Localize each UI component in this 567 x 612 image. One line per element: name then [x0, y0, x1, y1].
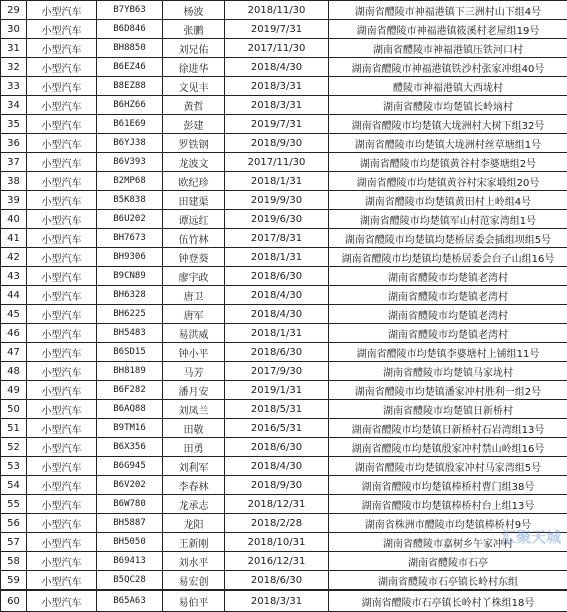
plate-number-cell: B6U202 — [97, 210, 163, 229]
address-cell: 湖南省醴陵市均楚镇军山村范家湾组1号 — [329, 210, 567, 229]
vehicle-type-cell: 小型汽车 — [27, 476, 97, 495]
vehicle-type-cell: 小型汽车 — [27, 495, 97, 514]
vehicle-type-cell: 小型汽车 — [27, 457, 97, 476]
owner-name-cell: 李春林 — [163, 476, 225, 495]
plate-number-cell: BH5483 — [97, 324, 163, 343]
date-cell: 2017/11/30 — [225, 153, 329, 172]
plate-number-cell: B6EZ46 — [97, 58, 163, 77]
date-cell: 2018/4/30 — [225, 58, 329, 77]
row-number-cell: 30 — [1, 20, 27, 39]
address-cell: 湖南省醴陵市神福港镇筱溪村老屋组19号 — [329, 20, 567, 39]
vehicle-type-cell: 小型汽车 — [27, 343, 97, 362]
table-row — [1, 305, 567, 324]
date-cell: 2019/1/31 — [225, 381, 329, 400]
table-row — [1, 419, 567, 438]
address-cell: 湖南省醴陵市石亭 — [329, 552, 567, 571]
row-number-cell: 43 — [1, 267, 27, 286]
vehicle-type-cell: 小型汽车 — [27, 324, 97, 343]
date-cell: 2018/5/31 — [225, 400, 329, 419]
owner-name-cell: 廖宇政 — [163, 267, 225, 286]
vehicle-type-cell: 小型汽车 — [27, 96, 97, 115]
address-cell: 湖南省醴陵市均楚镇大垅洲村大树下组32号 — [329, 115, 567, 134]
owner-name-cell: 张鹏 — [163, 20, 225, 39]
table-row — [1, 115, 567, 134]
date-cell: 2019/7/31 — [225, 115, 329, 134]
plate-number-cell: BH6225 — [97, 305, 163, 324]
plate-number-cell: B69413 — [97, 552, 163, 571]
table-row — [1, 210, 567, 229]
address-cell: 湖南省醴陵市石亭镇长岭村丫株组18号 — [329, 590, 567, 612]
plate-number-cell: BH9306 — [97, 248, 163, 267]
plate-number-cell: B6SD15 — [97, 343, 163, 362]
address-cell: 湖南省醴陵市均楚镇棒桥村台上组13号 — [329, 495, 567, 514]
date-cell: 2019/7/31 — [225, 20, 329, 39]
address-cell: 湖南省醴陵市均楚镇日新桥村石岩湾组13号 — [329, 419, 567, 438]
vehicle-type-cell: 小型汽车 — [27, 362, 97, 381]
address-cell: 湖南省醴陵市石亭镇长岭村东组 — [329, 571, 567, 591]
table-row — [1, 96, 567, 115]
row-number-cell: 50 — [1, 400, 27, 419]
address-cell: 湖南省醴陵市嘉树乡午家冲村 — [329, 533, 567, 552]
row-number-cell: 34 — [1, 96, 27, 115]
owner-name-cell: 田建渠 — [163, 191, 225, 210]
date-cell: 2018/3/31 — [225, 96, 329, 115]
row-number-cell: 42 — [1, 248, 27, 267]
owner-name-cell: 龙阳 — [163, 514, 225, 533]
plate-number-cell: B9CN89 — [97, 267, 163, 286]
row-number-cell: 60 — [1, 590, 27, 612]
owner-name-cell: 谭远红 — [163, 210, 225, 229]
plate-number-cell: B8EZ88 — [97, 77, 163, 96]
table-row — [1, 571, 567, 591]
address-cell: 湖南省醴陵市神福港镇压铁河口村 — [329, 39, 567, 58]
watermark: 汇聚天城 — [501, 526, 561, 547]
date-cell: 2017/8/31 — [225, 229, 329, 248]
table-row — [1, 153, 567, 172]
table-row — [1, 324, 567, 343]
date-cell: 2018/1/31 — [225, 172, 329, 191]
date-cell: 2017/9/30 — [225, 362, 329, 381]
row-number-cell: 55 — [1, 495, 27, 514]
table-row — [1, 400, 567, 419]
table-row — [1, 495, 567, 514]
plate-number-cell: B6X356 — [97, 438, 163, 457]
vehicle-type-cell: 小型汽车 — [27, 134, 97, 153]
plate-number-cell: B6V393 — [97, 153, 163, 172]
row-number-cell: 37 — [1, 153, 27, 172]
plate-number-cell: B7YB63 — [97, 1, 163, 20]
address-cell: 湖南省醴陵市均楚镇黄谷村宋家塅组20号 — [329, 172, 567, 191]
table-body — [1, 1, 567, 612]
vehicle-type-cell: 小型汽车 — [27, 419, 97, 438]
table-row — [1, 1, 567, 20]
table-row — [1, 267, 567, 286]
row-number-cell: 45 — [1, 305, 27, 324]
owner-name-cell: 伍竹林 — [163, 229, 225, 248]
owner-name-cell: 罗铁钢 — [163, 134, 225, 153]
address-cell: 湖南省醴陵市均楚镇潘家冲村胜利一组2号 — [329, 381, 567, 400]
vehicle-type-cell: 小型汽车 — [27, 58, 97, 77]
table-row — [1, 381, 567, 400]
plate-number-cell: B61E69 — [97, 115, 163, 134]
owner-name-cell: 黄哲 — [163, 96, 225, 115]
table-row — [1, 590, 567, 612]
owner-name-cell: 刘水平 — [163, 552, 225, 571]
vehicle-type-cell: 小型汽车 — [27, 514, 97, 533]
table-row — [1, 438, 567, 457]
row-number-cell: 41 — [1, 229, 27, 248]
table-row — [1, 476, 567, 495]
date-cell: 2018/10/31 — [225, 533, 329, 552]
vehicle-type-cell: 小型汽车 — [27, 172, 97, 191]
row-number-cell: 49 — [1, 381, 27, 400]
date-cell: 2018/6/30 — [225, 438, 329, 457]
table-row — [1, 362, 567, 381]
vehicle-type-cell: 小型汽车 — [27, 115, 97, 134]
plate-number-cell: B5QC28 — [97, 571, 163, 591]
plate-number-cell: B6W780 — [97, 495, 163, 514]
table-row — [1, 172, 567, 191]
row-number-cell: 48 — [1, 362, 27, 381]
plate-number-cell: BH5887 — [97, 514, 163, 533]
row-number-cell: 53 — [1, 457, 27, 476]
owner-name-cell: 刘利军 — [163, 457, 225, 476]
owner-name-cell: 唐军 — [163, 305, 225, 324]
vehicle-type-cell: 小型汽车 — [27, 20, 97, 39]
vehicle-type-cell: 小型汽车 — [27, 590, 97, 612]
owner-name-cell: 田敬 — [163, 419, 225, 438]
vehicle-type-cell: 小型汽车 — [27, 267, 97, 286]
date-cell: 2018/6/30 — [225, 267, 329, 286]
plate-number-cell: B6HZ66 — [97, 96, 163, 115]
date-cell: 2019/6/30 — [225, 210, 329, 229]
address-cell: 湖南省醴陵市均楚镇棒桥村曹门组38号 — [329, 476, 567, 495]
row-number-cell: 29 — [1, 1, 27, 20]
address-cell: 湖南省醴陵市均楚镇殷家冲村禁山岭组16号 — [329, 438, 567, 457]
owner-name-cell: 文见丰 — [163, 77, 225, 96]
row-number-cell: 32 — [1, 58, 27, 77]
owner-name-cell: 龙承志 — [163, 495, 225, 514]
address-cell: 湖南省醴陵市均楚镇均楚桥居委会台子山组16号 — [329, 248, 567, 267]
vehicle-type-cell: 小型汽车 — [27, 248, 97, 267]
row-number-cell: 36 — [1, 134, 27, 153]
plate-number-cell: B6D846 — [97, 20, 163, 39]
address-cell: 湖南省醴陵市均楚镇老湾村 — [329, 267, 567, 286]
owner-name-cell: 易洪威 — [163, 324, 225, 343]
owner-name-cell: 刘兄佑 — [163, 39, 225, 58]
owner-name-cell: 易伯平 — [163, 590, 225, 612]
row-number-cell: 33 — [1, 77, 27, 96]
address-cell: 湖南省醴陵市均楚镇殷家冲村马家湾组5号 — [329, 457, 567, 476]
address-cell: 湖南省醴陵市均楚镇老湾村 — [329, 324, 567, 343]
vehicle-type-cell: 小型汽车 — [27, 286, 97, 305]
owner-name-cell: 易宏创 — [163, 571, 225, 591]
address-cell: 湖南省醴陵市均楚镇大垅洲村丝草塘组1号 — [329, 134, 567, 153]
row-number-cell: 58 — [1, 552, 27, 571]
table-row — [1, 514, 567, 533]
plate-number-cell: B65A63 — [97, 590, 163, 612]
row-number-cell: 39 — [1, 191, 27, 210]
address-cell: 湖南省醴陵市均楚镇日新桥村 — [329, 400, 567, 419]
date-cell: 2016/12/31 — [225, 552, 329, 571]
row-number-cell: 35 — [1, 115, 27, 134]
date-cell: 2019/9/30 — [225, 191, 329, 210]
row-number-cell: 31 — [1, 39, 27, 58]
address-cell: 湖南省醴陵市均楚镇老湾村 — [329, 286, 567, 305]
owner-name-cell: 王新刚 — [163, 533, 225, 552]
plate-number-cell: B6V202 — [97, 476, 163, 495]
table-row — [1, 134, 567, 153]
owner-name-cell: 彭建 — [163, 115, 225, 134]
plate-number-cell: BH6328 — [97, 286, 163, 305]
vehicle-type-cell: 小型汽车 — [27, 191, 97, 210]
address-cell: 湖南省醴陵市均楚镇李婆塘村上铺组11号 — [329, 343, 567, 362]
plate-number-cell: B6YJ38 — [97, 134, 163, 153]
row-number-cell: 52 — [1, 438, 27, 457]
vehicle-type-cell: 小型汽车 — [27, 552, 97, 571]
plate-number-cell: B2MP68 — [97, 172, 163, 191]
owner-name-cell: 钟登葵 — [163, 248, 225, 267]
row-number-cell: 44 — [1, 286, 27, 305]
table-row — [1, 343, 567, 362]
address-cell: 湖南省醴陵市均楚镇均楚桥居委会插组坝组5号 — [329, 229, 567, 248]
date-cell: 2018/4/30 — [225, 286, 329, 305]
date-cell: 2018/3/31 — [225, 77, 329, 96]
address-cell: 湖南省醴陵市均楚镇黄田村上岭组4号 — [329, 191, 567, 210]
address-cell: 醴陵市神福港镇大西垅村 — [329, 77, 567, 96]
plate-number-cell: BH7673 — [97, 229, 163, 248]
date-cell: 2018/4/30 — [225, 305, 329, 324]
plate-number-cell: B6F282 — [97, 381, 163, 400]
address-cell: 湖南省醴陵市均楚镇黄谷村李婆塘组2号 — [329, 153, 567, 172]
vehicle-type-cell: 小型汽车 — [27, 1, 97, 20]
table-row — [1, 191, 567, 210]
row-number-cell: 51 — [1, 419, 27, 438]
date-cell: 2018/1/31 — [225, 324, 329, 343]
plate-number-cell: B6AQ88 — [97, 400, 163, 419]
row-number-cell: 40 — [1, 210, 27, 229]
owner-name-cell: 田勇 — [163, 438, 225, 457]
plate-number-cell: BH5050 — [97, 533, 163, 552]
vehicle-type-cell: 小型汽车 — [27, 210, 97, 229]
plate-number-cell: B5K838 — [97, 191, 163, 210]
date-cell: 2018/2/28 — [225, 514, 329, 533]
date-cell: 2017/11/30 — [225, 39, 329, 58]
row-number-cell: 38 — [1, 172, 27, 191]
address-cell: 湖南省醴陵市均楚镇马家垅村 — [329, 362, 567, 381]
vehicle-type-cell: 小型汽车 — [27, 400, 97, 419]
date-cell: 2018/9/30 — [225, 476, 329, 495]
plate-number-cell: B9TM16 — [97, 419, 163, 438]
owner-name-cell: 唐卫 — [163, 286, 225, 305]
table-row — [1, 39, 567, 58]
owner-name-cell: 徐进华 — [163, 58, 225, 77]
vehicle-type-cell: 小型汽车 — [27, 571, 97, 591]
address-cell: 湖南省醴陵市神福港镇铁沙村张家冲组40号 — [329, 58, 567, 77]
date-cell: 2018/6/30 — [225, 343, 329, 362]
owner-name-cell: 刘凤兰 — [163, 400, 225, 419]
table-row — [1, 248, 567, 267]
vehicle-type-cell: 小型汽车 — [27, 305, 97, 324]
date-cell: 2018/3/31 — [225, 590, 329, 612]
owner-name-cell: 钟小平 — [163, 343, 225, 362]
table-row — [1, 77, 567, 96]
row-number-cell: 54 — [1, 476, 27, 495]
row-number-cell: 59 — [1, 571, 27, 591]
plate-number-cell: BH8850 — [97, 39, 163, 58]
owner-name-cell: 杨波 — [163, 1, 225, 20]
table-row — [1, 20, 567, 39]
owner-name-cell: 马芳 — [163, 362, 225, 381]
owner-name-cell: 潘月安 — [163, 381, 225, 400]
owner-name-cell: 龙波文 — [163, 153, 225, 172]
date-cell: 2018/4/30 — [225, 457, 329, 476]
plate-number-cell: B6G945 — [97, 457, 163, 476]
vehicle-type-cell: 小型汽车 — [27, 381, 97, 400]
address-cell: 湖南省醴陵市神福港镇下三洲村山下组4号 — [329, 1, 567, 20]
vehicle-type-cell: 小型汽车 — [27, 438, 97, 457]
address-cell: 湖南省醴陵市均楚镇老湾村 — [329, 305, 567, 324]
vehicle-type-cell: 小型汽车 — [27, 153, 97, 172]
owner-name-cell: 欧纪珍 — [163, 172, 225, 191]
table-row — [1, 552, 567, 571]
date-cell: 2018/1/31 — [225, 248, 329, 267]
row-number-cell: 46 — [1, 324, 27, 343]
vehicle-type-cell: 小型汽车 — [27, 533, 97, 552]
plate-number-cell: BH8189 — [97, 362, 163, 381]
date-cell: 2016/5/31 — [225, 419, 329, 438]
address-cell: 湖南省醴陵市均楚镇长岭垴村 — [329, 96, 567, 115]
date-cell: 2018/11/30 — [225, 1, 329, 20]
row-number-cell: 56 — [1, 514, 27, 533]
vehicle-type-cell: 小型汽车 — [27, 229, 97, 248]
table-row — [1, 58, 567, 77]
address-cell: 湖南省株洲市醴陵市均楚镇棒桥村9号 — [329, 514, 567, 533]
date-cell: 2018/6/30 — [225, 571, 329, 591]
date-cell: 2018/12/31 — [225, 495, 329, 514]
vehicle-type-cell: 小型汽车 — [27, 77, 97, 96]
table-row — [1, 229, 567, 248]
table-row — [1, 286, 567, 305]
row-number-cell: 47 — [1, 343, 27, 362]
table-row — [1, 457, 567, 476]
row-number-cell: 57 — [1, 533, 27, 552]
date-cell: 2018/9/30 — [225, 134, 329, 153]
vehicle-type-cell: 小型汽车 — [27, 39, 97, 58]
table-row — [1, 533, 567, 552]
